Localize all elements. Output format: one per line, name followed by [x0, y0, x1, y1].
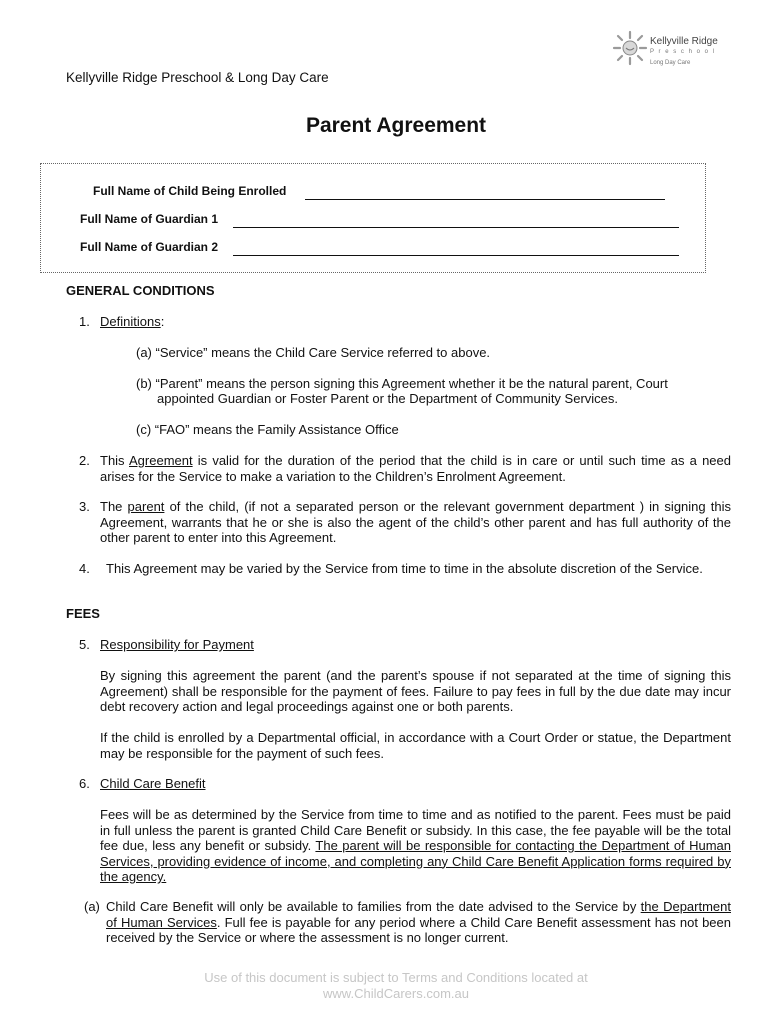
- logo-title: Kellyville Ridge: [650, 36, 718, 47]
- item-agreement-variation: This Agreement may be varied by the Service from time to time in the absolute discretion of the Service.: [106, 561, 703, 576]
- definition-service: (a) “Service” means the Child Care Service referred to above.: [136, 345, 491, 360]
- guardian2-field[interactable]: [233, 255, 679, 256]
- definition-parent-line2: appointed Guardian or Foster Parent or the Department of Community Services.: [157, 391, 618, 406]
- school-name: Kellyville Ridge Preschool & Long Day Care: [66, 70, 329, 85]
- general-conditions-heading: GENERAL CONDITIONS: [66, 283, 215, 298]
- footer-notice: [0, 970, 770, 1002]
- guardian2-label: Full Name of Guardian 2: [80, 240, 219, 254]
- item-number: 5.: [79, 637, 90, 652]
- guardian1-label: Full Name of Guardian 1: [80, 212, 219, 226]
- logo-tagline: Long Day Care: [650, 60, 691, 66]
- definitions-title: Definitions:: [100, 314, 165, 329]
- preschool-logo: [612, 28, 722, 72]
- item-number: 2.: [79, 453, 90, 468]
- guardian1-field[interactable]: [233, 227, 679, 228]
- item-parent-authority: The parent of the child, (if not a separated person or the relevant government department ) in signing this Agreement, warrants that he or she is also the agent of the child’s other parent and has full authority of the other parent to enter into this Agreement.: [100, 499, 731, 545]
- logo-subtitle: P r e s c h o o l: [650, 49, 716, 55]
- footer-website-link[interactable]: www.ChildCarers.com.au: [323, 986, 469, 1001]
- footer-terms: Use of this document is subject to Terms and Conditions located at: [204, 970, 588, 985]
- child-name-label: Full Name of Child Being Enrolled: [93, 184, 287, 198]
- item-agreement-validity: This Agreement is valid for the duration of the period that the child is in care or until such time as a need arises for the Service to make a variation to the Children’s Enrolment Agreement.: [100, 453, 731, 484]
- responsibility-paragraph: By signing this agreement the parent (and the parent’s spouse if not separated at the time of signing this Agreement) shall be responsible for the payment of fees. Failure to pay fees in full by the due date may incur debt recovery action and legal proceedings against one or both parents.: [100, 668, 731, 714]
- sun-logo-icon: [612, 28, 648, 68]
- benefit-availability-paragraph: Child Care Benefit will only be available to families from the date advised to the Service by the Department of Human Services. Full fee is payable for any period where a Child Care Benefit assessment has not been received by the Service or where the assessment is no longer current.: [106, 899, 731, 945]
- responsibility-title: Responsibility for Payment: [100, 637, 254, 652]
- item-number: 3.: [79, 499, 90, 514]
- item-number: 6.: [79, 776, 90, 791]
- child-care-benefit-title: Child Care Benefit: [100, 776, 206, 791]
- sub-item-label: (a): [84, 899, 100, 914]
- item-number: 4.: [79, 561, 90, 576]
- page-title: Parent Agreement: [305, 114, 487, 137]
- fees-paragraph: Fees will be as determined by the Service from time to time and as notified to the parent. Fees must be paid in full unless the parent is granted Child Care Benefit or subsidy. In this case, the fee payable will be the total fee due, less any benefit or subsidy. The parent will be responsible for contacting the Department of Human Services, providing evidence of income, and completing any Child Care Benefit Application forms required by the agency.: [100, 807, 731, 884]
- child-name-field[interactable]: [305, 199, 665, 200]
- definition-parent-line1: (b) “Parent” means the person signing this Agreement whether it be the natural parent, Court: [136, 376, 668, 391]
- fees-heading: FEES: [66, 606, 100, 621]
- enrolment-form-box: [40, 163, 706, 273]
- item-number: 1.: [79, 314, 90, 329]
- definition-fao: (c) “FAO” means the Family Assistance Office: [136, 422, 399, 437]
- departmental-paragraph: If the child is enrolled by a Departmental official, in accordance with a Court Order or statue, the Department may be responsible for the payment of such fees.: [100, 730, 731, 761]
